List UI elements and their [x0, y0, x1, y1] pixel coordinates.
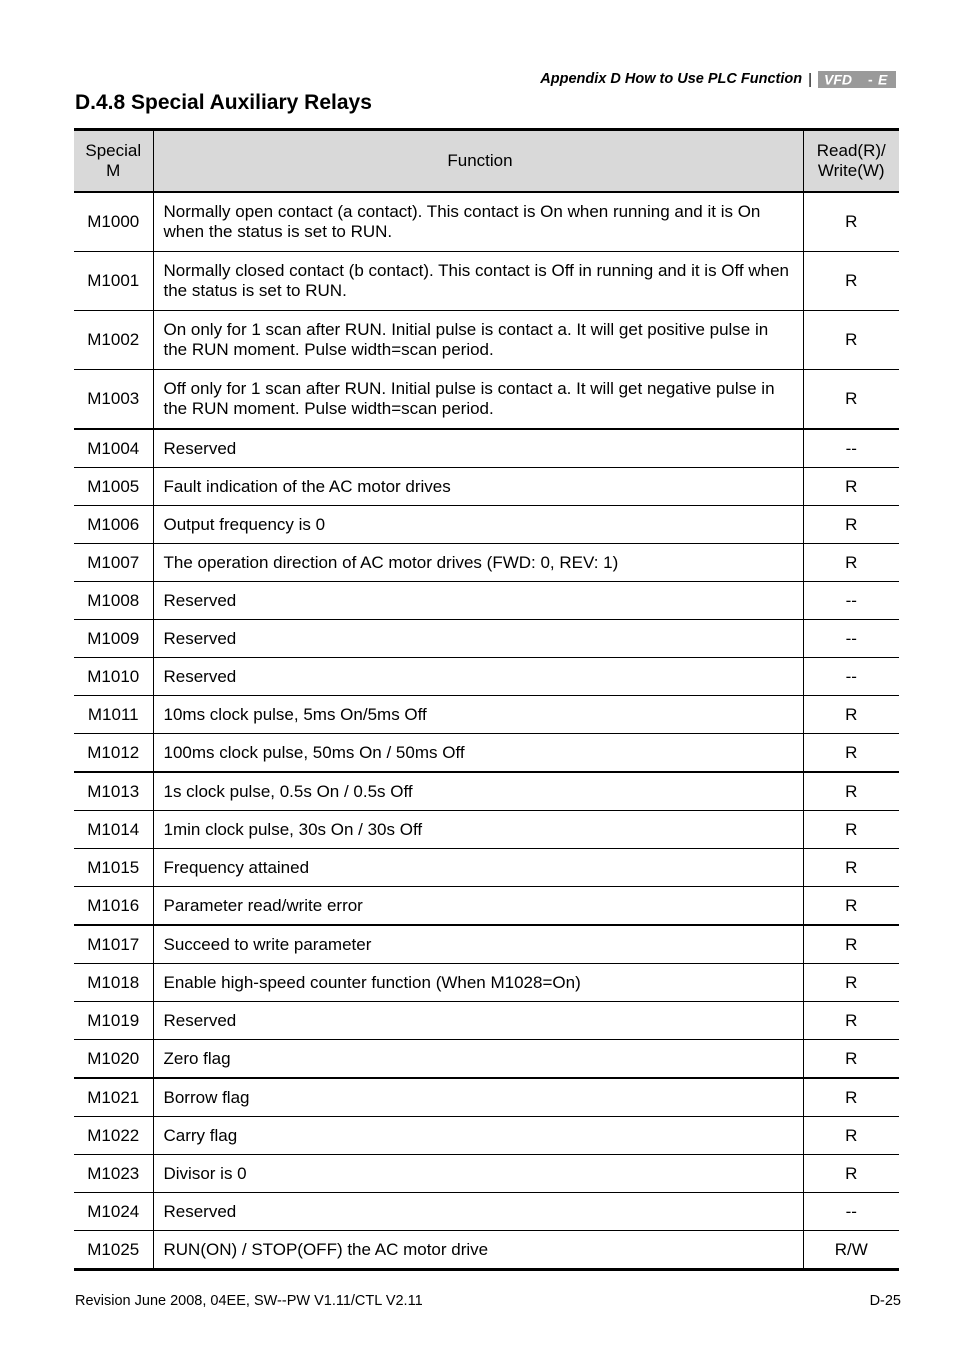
- svg-text:E: E: [878, 71, 888, 87]
- cell-rw: R/W: [803, 1231, 899, 1270]
- cell-m: M1019: [74, 1002, 153, 1040]
- section-title: D.4.8 Special Auxiliary Relays: [75, 91, 372, 114]
- table-row: [74, 370, 899, 430]
- cell-rw: R: [803, 849, 899, 887]
- table-row: [74, 544, 899, 582]
- cell-rw: R: [803, 1155, 899, 1193]
- cell-m: M1013: [74, 772, 153, 811]
- cell-m: M1025: [74, 1231, 153, 1270]
- table-row: [74, 964, 899, 1002]
- page-number: D-25: [869, 1293, 901, 1309]
- footer-revision: Revision June 2008, 04EE, SW--PW V1.11/CTL V2.11: [75, 1293, 423, 1309]
- cell-m: M1024: [74, 1193, 153, 1231]
- cell-function: The operation direction of AC motor drives (FWD: 0, REV: 1): [153, 544, 803, 582]
- cell-rw: R: [803, 1078, 899, 1117]
- table-row: [74, 925, 899, 964]
- cell-rw: --: [803, 1193, 899, 1231]
- cell-m: M1015: [74, 849, 153, 887]
- svg-text:VFD: VFD: [824, 71, 852, 87]
- cell-m: M1012: [74, 734, 153, 773]
- table-row: [74, 252, 899, 311]
- cell-rw: --: [803, 582, 899, 620]
- cell-rw: R: [803, 772, 899, 811]
- table-row: [74, 658, 899, 696]
- table-row: [74, 887, 899, 926]
- table-row: [74, 429, 899, 468]
- cell-function: Reserved: [153, 582, 803, 620]
- cell-function: Reserved: [153, 658, 803, 696]
- cell-rw: R: [803, 192, 899, 252]
- cell-rw: R: [803, 252, 899, 311]
- cell-rw: R: [803, 311, 899, 370]
- table-row: [74, 1117, 899, 1155]
- cell-m: M1017: [74, 925, 153, 964]
- cell-function: 1s clock pulse, 0.5s On / 0.5s Off: [153, 772, 803, 811]
- cell-m: M1002: [74, 311, 153, 370]
- cell-rw: R: [803, 734, 899, 773]
- table-row: [74, 506, 899, 544]
- cell-rw: R: [803, 887, 899, 926]
- table-row: [74, 849, 899, 887]
- cell-rw: R: [803, 370, 899, 430]
- table-row: [74, 582, 899, 620]
- header-separator: |: [808, 70, 812, 88]
- cell-rw: R: [803, 964, 899, 1002]
- table-row: [74, 1002, 899, 1040]
- table-row: [74, 620, 899, 658]
- cell-function: Succeed to write parameter: [153, 925, 803, 964]
- cell-function: Off only for 1 scan after RUN. Initial pulse is contact a. It will get negative pulse in the RUN moment. Pulse width=scan period.: [153, 370, 803, 430]
- svg-text:-: -: [868, 71, 873, 87]
- cell-function: Reserved: [153, 429, 803, 468]
- table-row: [74, 1040, 899, 1079]
- table-row: [74, 1078, 899, 1117]
- cell-function: Divisor is 0: [153, 1155, 803, 1193]
- cell-m: M1008: [74, 582, 153, 620]
- header-read-write-label: Read(R)/ Write(W): [816, 141, 886, 180]
- cell-m: M1020: [74, 1040, 153, 1079]
- cell-m: M1003: [74, 370, 153, 430]
- cell-function: Normally open contact (a contact). This contact is On when running and it is On when the status is set to RUN.: [153, 192, 803, 252]
- cell-m: M1022: [74, 1117, 153, 1155]
- cell-m: M1006: [74, 506, 153, 544]
- cell-function: Enable high-speed counter function (When M1028=On): [153, 964, 803, 1002]
- cell-rw: R: [803, 506, 899, 544]
- table-row: [74, 1155, 899, 1193]
- special-relays-table: [74, 128, 899, 1271]
- cell-rw: --: [803, 429, 899, 468]
- cell-function: 10ms clock pulse, 5ms On/5ms Off: [153, 696, 803, 734]
- cell-rw: R: [803, 544, 899, 582]
- cell-rw: --: [803, 658, 899, 696]
- cell-function: Parameter read/write error: [153, 887, 803, 926]
- cell-rw: R: [803, 468, 899, 506]
- table-row: [74, 1193, 899, 1231]
- cell-m: M1000: [74, 192, 153, 252]
- cell-function: Normally closed contact (b contact). This contact is Off in running and it is Off when the status is set to RUN.: [153, 252, 803, 311]
- header-function: [153, 130, 803, 193]
- table-row: [74, 734, 899, 773]
- cell-rw: --: [803, 620, 899, 658]
- header-special-m: [74, 130, 153, 193]
- cell-rw: R: [803, 696, 899, 734]
- cell-m: M1011: [74, 696, 153, 734]
- table-header-row: [74, 130, 899, 193]
- page-header: [540, 69, 896, 89]
- cell-function: Output frequency is 0: [153, 506, 803, 544]
- cell-m: M1021: [74, 1078, 153, 1117]
- cell-function: RUN(ON) / STOP(OFF) the AC motor drive: [153, 1231, 803, 1270]
- cell-m: M1014: [74, 811, 153, 849]
- cell-m: M1004: [74, 429, 153, 468]
- cell-m: M1009: [74, 620, 153, 658]
- cell-m: M1016: [74, 887, 153, 926]
- table-row: [74, 696, 899, 734]
- cell-function: Carry flag: [153, 1117, 803, 1155]
- appendix-title: Appendix D How to Use PLC Function: [540, 71, 803, 87]
- cell-m: M1005: [74, 468, 153, 506]
- cell-rw: R: [803, 1002, 899, 1040]
- table-row: [74, 468, 899, 506]
- cell-m: M1023: [74, 1155, 153, 1193]
- header-special-m-label: Special M: [85, 141, 142, 180]
- table-row: [74, 192, 899, 252]
- cell-function: Reserved: [153, 1002, 803, 1040]
- cell-rw: R: [803, 1040, 899, 1079]
- cell-function: On only for 1 scan after RUN. Initial pulse is contact a. It will get positive pulse in the RUN moment. Pulse width=scan period.: [153, 311, 803, 370]
- table-row: [74, 772, 899, 811]
- vfd-e-logo: [818, 71, 896, 88]
- cell-m: M1018: [74, 964, 153, 1002]
- cell-function: Reserved: [153, 1193, 803, 1231]
- cell-function: Fault indication of the AC motor drives: [153, 468, 803, 506]
- table-row: [74, 811, 899, 849]
- cell-function: Reserved: [153, 620, 803, 658]
- table-row: [74, 1231, 899, 1270]
- cell-m: M1001: [74, 252, 153, 311]
- cell-function: Borrow flag: [153, 1078, 803, 1117]
- table-row: [74, 311, 899, 370]
- cell-m: M1010: [74, 658, 153, 696]
- header-read-write: [803, 130, 899, 193]
- cell-function: Zero flag: [153, 1040, 803, 1079]
- cell-rw: R: [803, 925, 899, 964]
- cell-function: 1min clock pulse, 30s On / 30s Off: [153, 811, 803, 849]
- cell-rw: R: [803, 1117, 899, 1155]
- cell-function: Frequency attained: [153, 849, 803, 887]
- header-function-label: Function: [447, 151, 513, 170]
- cell-rw: R: [803, 811, 899, 849]
- cell-m: M1007: [74, 544, 153, 582]
- cell-function: 100ms clock pulse, 50ms On / 50ms Off: [153, 734, 803, 773]
